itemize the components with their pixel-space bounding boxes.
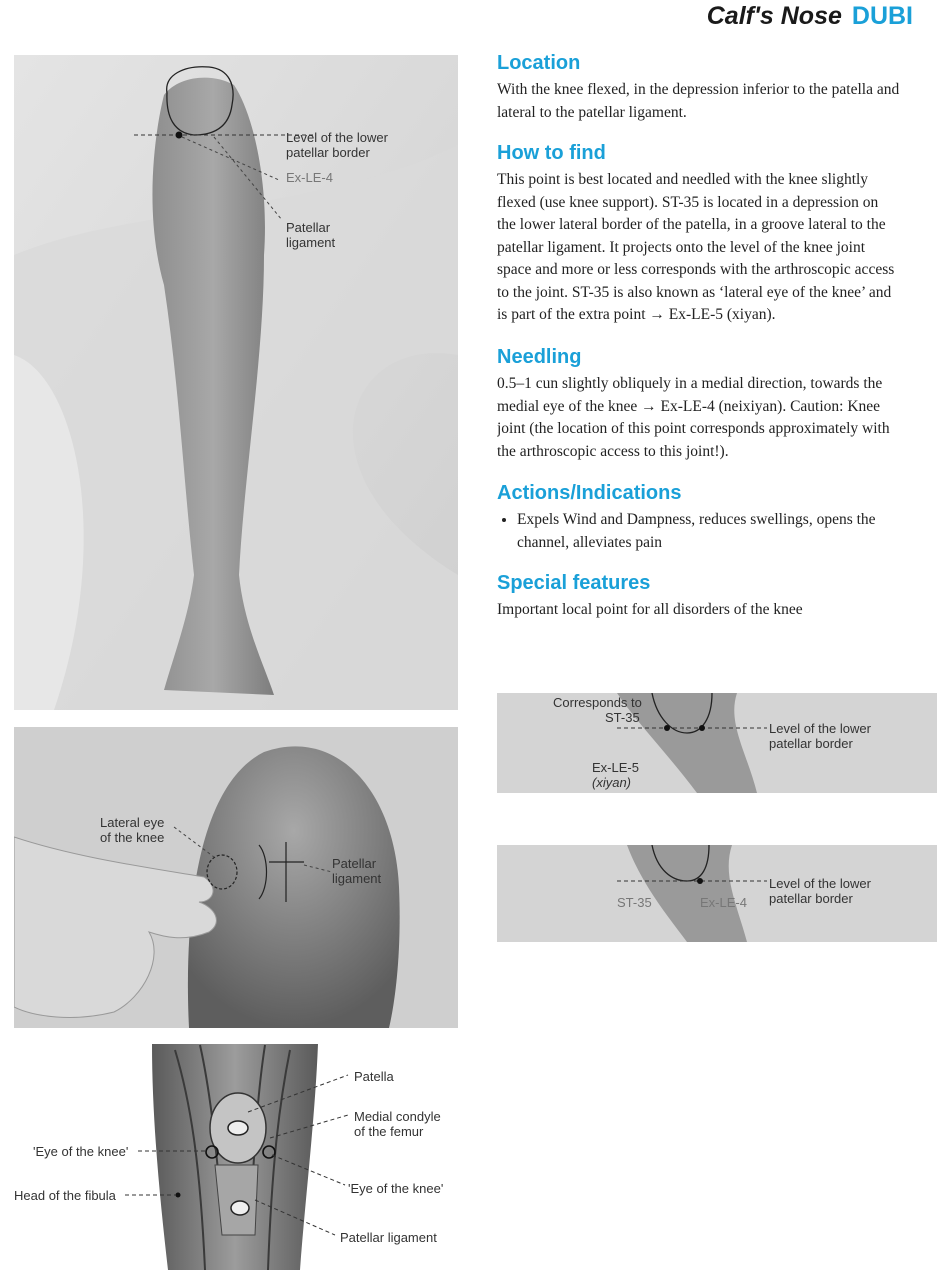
anatomy-label-medial-condyle: Medial condyle of the femur <box>354 1109 441 1139</box>
how-to-find-heading: How to find <box>497 142 606 164</box>
needling-heading: Needling <box>497 346 582 368</box>
actions-list <box>497 509 937 554</box>
special-line: Important local point for all disorders of the knee <box>497 601 803 618</box>
hand-knee-illustration <box>14 727 458 1028</box>
needling-line: 0.5–1 cun slightly obliquely in a medial direction, towards the <box>497 375 883 392</box>
needling-line: the arthroscopic access to this joint!). <box>497 442 729 460</box>
location-heading: Location <box>497 52 581 74</box>
leg-photo <box>14 55 458 710</box>
knee-detail-1 <box>497 693 937 793</box>
knee1-label-exle5: Ex-LE-5 (xiyan) <box>592 760 639 790</box>
point-name: Calf's Nose <box>706 2 842 30</box>
location-line: lateral to the patellar ligament. <box>497 103 687 121</box>
section-how-to-find <box>497 142 937 327</box>
leg-label-level: Level of the lower patellar border <box>286 130 388 160</box>
how-to-find-line: space and more or less corresponds with the arthroscopic access <box>497 261 895 278</box>
hand-label-eye: Lateral eye of the knee <box>100 815 165 845</box>
needling-line: joint (the location of this point corresponds approximately with <box>497 420 890 437</box>
anatomy-label-ligament: Patellar ligament <box>340 1230 437 1245</box>
section-actions <box>497 482 937 554</box>
how-to-find-line: flexed (use knee support). ST-35 is located in a depression on <box>497 193 879 211</box>
section-needling <box>497 346 937 463</box>
anatomy-label-patella: Patella <box>354 1069 394 1084</box>
anatomy-label-eye-right: 'Eye of the knee' <box>348 1181 444 1196</box>
actions-line: Expels Wind and Dampness, reduces swellings, opens the <box>517 511 876 528</box>
how-to-find-line: to the joint. ST-35 is also known as ‘lateral eye of the knee’ and <box>497 283 892 301</box>
hand-knee-photo <box>14 727 458 1028</box>
knee-detail-2-illustration <box>497 845 937 942</box>
anatomy-label-fibula: Head of the fibula <box>14 1188 116 1203</box>
point-code: DUBI <box>851 2 913 30</box>
actions-heading: Actions/Indications <box>497 482 682 504</box>
anatomy-label-eye-left: 'Eye of the knee' <box>33 1144 129 1159</box>
how-to-find-line: patellar ligament. It projects onto the level of the knee joint <box>497 238 866 256</box>
anatomy-figure <box>0 1040 480 1280</box>
page-header <box>707 2 913 31</box>
knee1-label-level: Level of the lower patellar border <box>769 721 871 751</box>
how-to-find-line: the lower lateral border of the patella, in a groove lateral to the <box>497 216 886 233</box>
actions-line: channel, alleviates pain <box>517 533 663 551</box>
section-location <box>497 52 937 124</box>
knee1-label-corresponds: Corresponds to ST-35 <box>553 695 642 725</box>
hand-label-ligament: Patellar ligament <box>332 856 382 886</box>
knee-detail-2 <box>497 845 937 942</box>
special-heading: Special features <box>497 572 651 594</box>
section-special <box>497 572 937 622</box>
knee2-label-level: Level of the lower patellar border <box>769 876 871 906</box>
how-to-find-line: is part of the extra point → Ex-LE-5 (xiyan). <box>497 306 776 323</box>
knee2-label-exle4: Ex-LE-4 <box>700 895 747 910</box>
how-to-find-line: This point is best located and needled with the knee slightly <box>497 171 869 188</box>
leg-illustration <box>14 55 458 710</box>
leg-label-ligament: Patellar ligament <box>286 220 336 250</box>
needling-line: medial eye of the knee → Ex-LE-4 (neixiyan). Caution: Knee <box>497 397 881 415</box>
knee2-label-st35: ST-35 <box>617 895 652 910</box>
location-line: With the knee flexed, in the depression inferior to the patella and <box>497 81 900 98</box>
actions-item <box>517 509 937 554</box>
leg-label-exle4: Ex-LE-4 <box>286 170 333 185</box>
